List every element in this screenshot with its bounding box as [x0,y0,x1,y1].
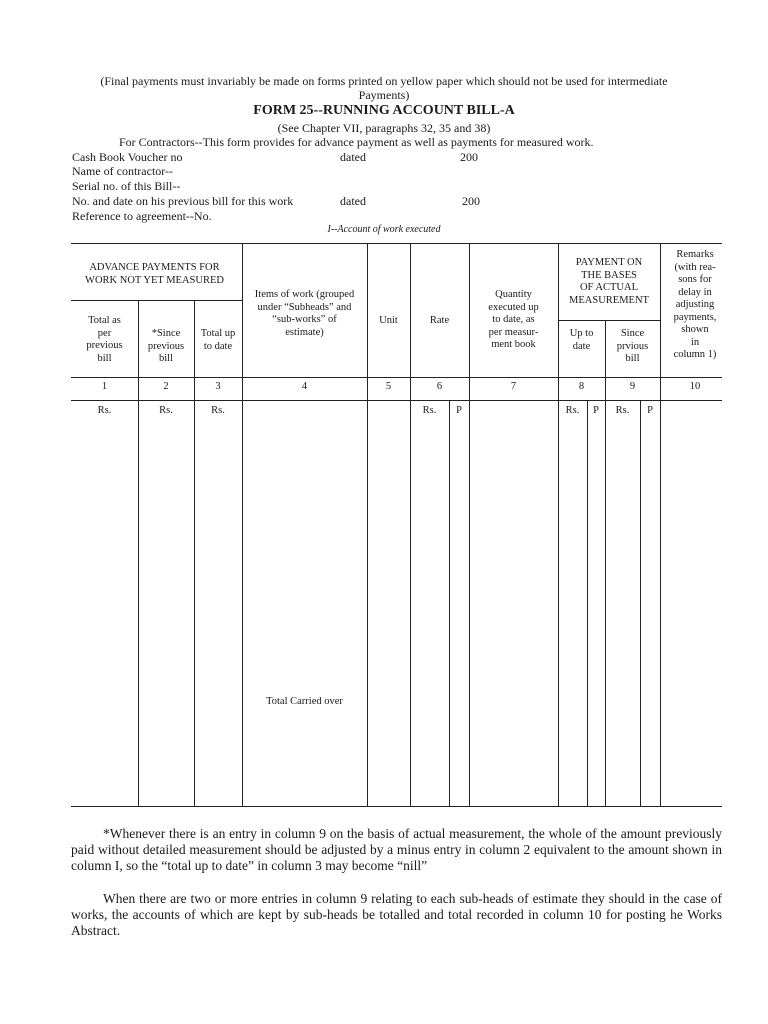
col3-header [194,328,242,353]
col9-header [605,328,660,366]
previous-bill-dated: dated [340,194,366,208]
form-subtitle: (See Chapter VII, paragraphs 32, 35 and 38) [277,121,491,135]
col9-rs-unit: Rs. [615,405,630,416]
contractor-label: Name of contractor-- [72,164,174,178]
col4-header-line: under “Subheads” and [257,301,352,313]
col-number-3: 3 [215,381,221,392]
col2-header-line: bill [158,353,173,364]
col1-unit: Rs. [97,405,112,416]
section-title: I--Account of work executed [327,224,441,235]
col2-header [138,328,194,366]
col9-rs-p-divider [640,400,641,806]
form-intro: For Contractors--This form provides for advance payment as well as payments for measured work. [119,135,594,149]
col7-header-line: executed up [488,301,539,313]
col4-header-line: “sub-works” of [272,314,337,325]
agreement-label: Reference to agreement--No. [72,209,212,223]
col8-header-line: Up to [569,328,594,339]
previous-bill-year: 200 [462,194,480,208]
form-title: FORM 25--RUNNING ACCOUNT BILL-A [253,103,515,118]
payment-group-line: THE BASES [581,269,637,281]
col8-rs-p-divider [587,400,588,806]
col-number-1: 1 [101,381,108,392]
col10-header-line: Remarks [676,249,714,260]
col-number-10: 10 [689,381,701,392]
col4-header [242,289,367,339]
col1-header-line: Total as [88,315,121,326]
col10-header-line: sons for [678,274,712,285]
footnote-paragraph-2: When there are two or more entries in column 9 relating to each sub-heads of estimate they should in the case of works, the accounts of which are kept by sub-heads be totalled and total recorded in column 10 for posting he Works Abstract. [71,891,722,938]
col-number-9: 9 [629,381,636,392]
col-number-5: 5 [385,381,392,392]
cash-book-label: Cash Book Voucher no [72,150,183,164]
cash-book-dated: dated [340,150,366,164]
col10-header-line: adjusting [675,299,715,310]
col8-header-line: date [572,340,591,352]
col3-unit: Rs. [211,405,225,416]
col6-rs-unit: Rs. [422,405,437,416]
col1-header-line: bill [97,352,112,364]
col9-p-unit: P [647,405,653,416]
col7-header-line: per measur- [488,326,539,338]
col7-header-line: ment book [491,339,536,350]
col1-header-line: previous [86,340,123,351]
col1-header-line: per [97,327,112,339]
col-number-6: 6 [436,381,443,392]
col8-rs-unit: Rs. [565,405,580,416]
col2-unit: Rs. [159,405,173,416]
payment-group-divider [558,320,660,321]
payment-group-line: MEASUREMENT [569,294,649,306]
col8-header [558,328,605,353]
col-divider-1-2 [138,300,139,806]
col4-header-line: Items of work (grouped [254,289,355,300]
col6-header: Rate [429,315,450,326]
col1-header [71,315,138,365]
col7-header-line: to date, as [492,314,535,325]
col9-header-line: Since [620,328,645,339]
col10-header-line: column 1) [673,349,717,360]
footnote-paragraph-1: *Whenever there is an entry in column 9 on the basis of actual measurement, the whole of the amount previously paid without detailed measurement should be adjusted by a minus entry in column 2 equivalent to the amount shown in column I, so the “total up to date” in column 3 may become “nill” [71,826,722,873]
table-header-bottom-border [71,377,722,378]
col2-header-line: *Since [151,328,181,339]
col3-header-line: to date [203,340,233,352]
col10-header-line: shown [681,324,709,335]
table-bottom-border [71,806,722,807]
table-numbers-bottom-border [71,400,722,401]
advance-group-divider [71,300,242,301]
col7-header-line: Quantity [495,289,532,300]
table-top-border [71,243,722,244]
payment-group-line: OF ACTUAL [579,282,639,293]
col10-header-line: (with rea- [674,261,716,273]
col-divider-2-3 [194,300,195,806]
advance-group-line1: ADVANCE PAYMENTS FOR [89,262,220,273]
yellow-paper-note-line1: (Final payments must invariably be made on forms printed on yellow paper which should not be used for intermediate [100,74,668,88]
col3-header-line: Total up [200,328,236,339]
col-number-8: 8 [578,381,585,392]
col4-header-line: estimate) [285,326,324,338]
col8-p-unit: P [593,405,599,416]
col2-header-line: previous [147,340,185,352]
col10-header [660,249,730,362]
col6-rs-p-divider [449,400,450,806]
advance-group-line2: WORK NOT YET MEASURED [85,274,224,286]
col-number-4: 4 [301,381,308,392]
col9-header-line: prvious [616,340,649,352]
col10-header-line: in [690,336,700,348]
serial-label: Serial no. of this Bill-- [72,179,181,193]
total-carried-over: Total Carried over [266,696,343,707]
col-number-7: 7 [510,381,517,392]
col10-header-line: delay in [678,286,712,298]
previous-bill-label: No. and date on his previous bill for this work [72,194,294,208]
payment-group-header [558,257,660,307]
col10-header-line: payments, [673,311,717,323]
col7-header [469,289,558,352]
col5-header: Unit [379,315,398,326]
payment-group-line: PAYMENT ON [575,257,643,268]
col6-p-unit: P [456,405,462,416]
cash-book-year: 200 [460,150,478,164]
advance-group-header [71,262,238,287]
yellow-paper-note-line2: Payments) [358,88,410,102]
col9-header-line: bill [625,353,640,364]
col-number-2: 2 [163,381,169,392]
